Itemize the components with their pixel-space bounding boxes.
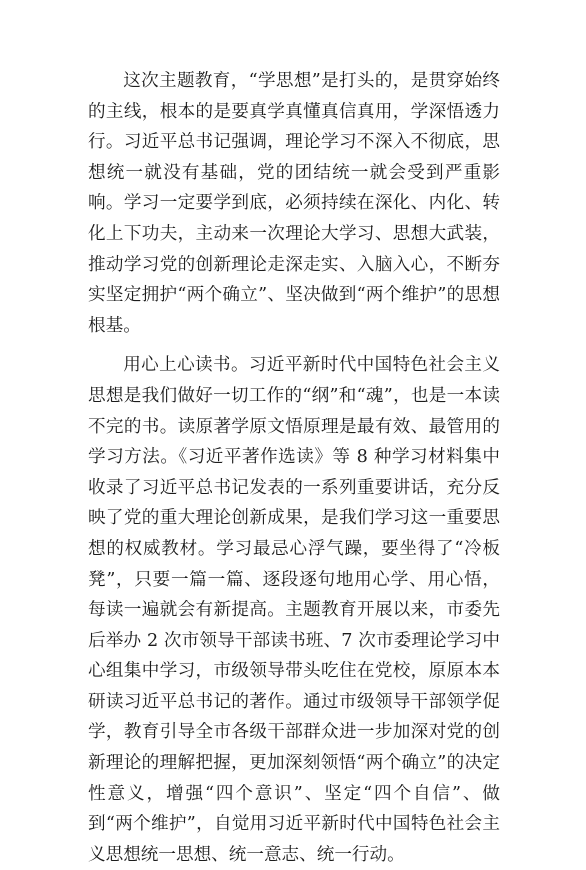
paragraph-1: 这次主题教育，“学思想”是打头的，是贯穿始终的主线，根本的是要真学真懂真信真用，学深悟透力行。习近平总书记强调，理论学习不深入不彻底，思想统一就没有基础，党的团结统一就会受到严重影响。学习一定要学到底，必须持续在深化、内化、转化上下功夫，主动来一次理论大学习、思想大武装，推动学习党的创新理论走深走实、入脑入心，不断夯实坚定拥护“两个确立”、坚决做到“两个维护”的思想根基。	[88, 71, 500, 336]
paragraph-2: 用心上心读书。习近平新时代中国特色社会主义思想是我们做好一切工作的“纲”和“魂”，也是一本读不完的书。读原著学原文悟原理是最有效、最管用的学习方法。《习近平著作选读》等 8 种学习材料集中收录了习近平总书记发表的一系列重要讲话，充分反映了党的重大理论创新成果，是我们学习这一重要思想的权威教材。学习最忌心浮气躁，要坐得了“冷板凳”，只要一篇一篇、逐段逐句地用心学、用心悟，每读一遍就会有新提高。主题教育开展以来，市委先后举办 2 次市领导干部读书班、7 次市委理论学习中心组集中学习，市级领导带头吃住在党校，原原本本研读习近平总书记的著作。通过市级领导干部领学促学，教育引导全市各级干部群众进一步加深对党的创新理论的理解把握，更加深刻领悟“两个确立”的决定性意义，增强“四个意识”、坚定“四个自信”、做到“两个维护”，自觉用习近平新时代中国特色社会主义思想统一思想、统一意志、统一行动。	[88, 355, 500, 865]
document-body	[88, 66, 500, 870]
